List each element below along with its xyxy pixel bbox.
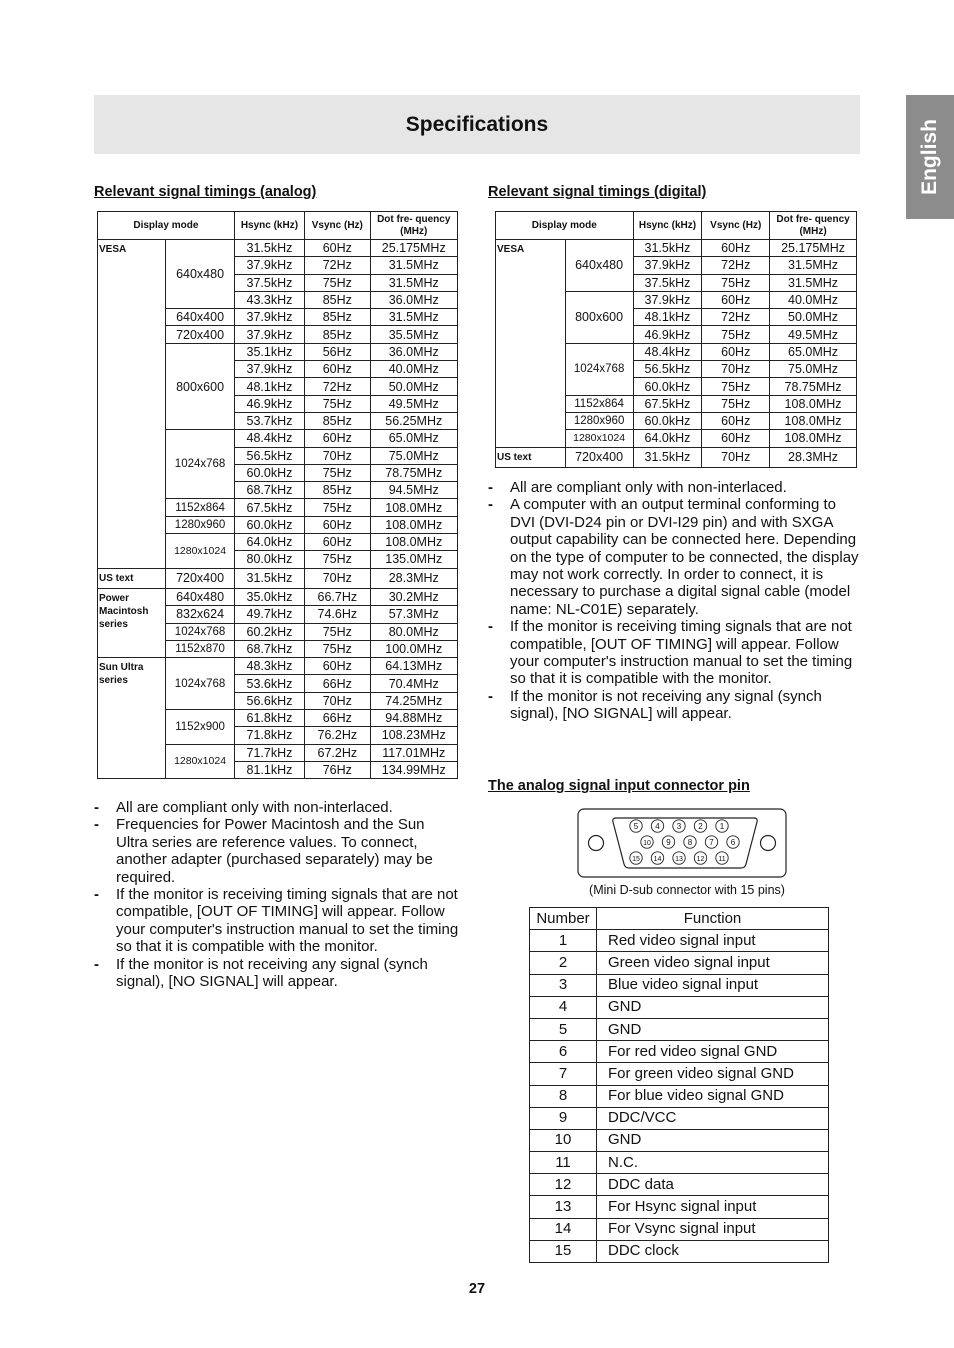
vsync-cell: 75Hz (305, 499, 370, 516)
hsync-cell: 56.5kHz (234, 447, 304, 464)
vsync-cell: 66Hz (305, 710, 370, 727)
pin-number-label: 7 (709, 837, 714, 847)
resolution-cell: 1024x768 (166, 430, 234, 499)
digital-notes-list (488, 479, 860, 723)
dot-frequency-cell: 75.0MHz (770, 361, 857, 378)
pin-row (530, 996, 829, 1018)
note-item: - If the monitor is receiving timing signals that are not compatible, [OUT OF TIMING] will appear. Follow your computer's instruction manual to set the timing so that it is compatible with the monitor. (94, 886, 460, 956)
hsync-cell: 71.8kHz (234, 727, 304, 744)
pin-function-cell: For blue video signal GND (597, 1085, 829, 1107)
vsync-cell: 75Hz (702, 326, 770, 343)
dot-frequency-cell: 49.5MHz (770, 326, 857, 343)
resolution-cell: 720x400 (166, 326, 234, 343)
vsync-cell: 70Hz (305, 447, 370, 464)
dot-frequency-cell: 31.5MHz (770, 274, 857, 291)
vsync-cell: 76.2Hz (305, 727, 370, 744)
pin-number-cell: 1 (530, 930, 597, 952)
hsync-cell: 37.9kHz (633, 257, 702, 274)
pin-row (530, 1041, 829, 1063)
table-header-row (496, 212, 857, 240)
table-row (496, 240, 857, 257)
hsync-cell: 35.1kHz (234, 343, 304, 360)
pin-number-cell: 2 (530, 952, 597, 974)
hsync-cell: 64.0kHz (633, 430, 702, 447)
pin-row (530, 1240, 829, 1262)
hsync-cell: 81.1kHz (234, 761, 304, 778)
dot-frequency-cell: 78.75MHz (370, 464, 458, 481)
hsync-cell: 49.7kHz (234, 606, 304, 623)
resolution-cell: 1024x768 (166, 623, 234, 640)
vsync-cell: 72Hz (702, 257, 770, 274)
vsync-cell: 74.6Hz (305, 606, 370, 623)
dot-frequency-cell: 40.0MHz (770, 291, 857, 308)
pin-number-cell: 4 (530, 996, 597, 1018)
dot-frequency-cell: 94.5MHz (370, 482, 458, 499)
vsync-cell: 60Hz (702, 430, 770, 447)
series-label: VESA (496, 240, 566, 448)
pin-number-cell: 11 (530, 1152, 597, 1174)
hsync-cell: 48.1kHz (234, 378, 304, 395)
hsync-cell: 56.6kHz (234, 692, 304, 709)
pin-row (530, 974, 829, 996)
header-vsync: Vsync (Hz) (305, 212, 370, 240)
hsync-cell: 37.9kHz (234, 257, 304, 274)
dot-frequency-cell: 28.3MHz (770, 447, 857, 467)
pin-number-label: 14 (653, 855, 662, 863)
dot-frequency-cell: 28.3MHz (370, 568, 458, 588)
dot-frequency-cell: 36.0MHz (370, 343, 458, 360)
vsync-cell: 60Hz (702, 343, 770, 360)
hsync-cell: 31.5kHz (234, 568, 304, 588)
dot-frequency-cell: 50.0MHz (370, 378, 458, 395)
dot-frequency-cell: 25.175MHz (770, 240, 857, 257)
hsync-cell: 56.5kHz (633, 361, 702, 378)
vsync-cell: 75Hz (702, 378, 770, 395)
language-tab (906, 95, 954, 219)
resolution-cell: 1280x1024 (166, 744, 234, 779)
header-dot-frequency: Dot fre- quency (MHz) (370, 212, 458, 240)
vsync-cell: 85Hz (305, 291, 370, 308)
hsync-cell: 37.9kHz (234, 326, 304, 343)
header-dot-frequency: Dot fre- quency (MHz) (770, 212, 857, 240)
hsync-cell: 60.2kHz (234, 623, 304, 640)
hsync-cell: 67.5kHz (234, 499, 304, 516)
pin-function-cell: GND (597, 996, 829, 1018)
vsync-cell: 75Hz (305, 640, 370, 657)
pin-number-cell: 14 (530, 1218, 597, 1240)
resolution-cell: 1024x768 (565, 343, 633, 395)
dot-frequency-cell: 108.0MHz (370, 516, 458, 533)
pin-function-cell: For red video signal GND (597, 1041, 829, 1063)
note-item: - Frequencies for Power Macintosh and the Sun Ultra series are reference values. To connect, another adapter (purchased separately) may be required. (94, 816, 460, 886)
connector-caption: (Mini D-sub connector with 15 pins) (589, 883, 785, 897)
vsync-cell: 60Hz (702, 240, 770, 257)
pin-number-cell: 10 (530, 1129, 597, 1151)
hsync-cell: 60.0kHz (633, 412, 702, 429)
series-label: Sun Ultra series (98, 658, 166, 779)
hsync-cell: 31.5kHz (633, 240, 702, 257)
hsync-cell: 64.0kHz (234, 534, 304, 551)
hsync-cell: 46.9kHz (633, 326, 702, 343)
vsync-cell: 75Hz (305, 623, 370, 640)
table-row (98, 658, 458, 675)
resolution-cell: 800x600 (565, 291, 633, 343)
note-item: - All are compliant only with non-interlaced. (488, 479, 860, 496)
digital-heading: Relevant signal timings (digital) (488, 184, 707, 200)
analog-heading: Relevant signal timings (analog) (94, 184, 317, 200)
dot-frequency-cell: 134.99MHz (370, 761, 458, 778)
pin-row (530, 1218, 829, 1240)
pin-row (530, 1063, 829, 1085)
pin-function-cell: N.C. (597, 1152, 829, 1174)
hsync-cell: 60.0kHz (234, 516, 304, 533)
dot-frequency-cell: 31.5MHz (770, 257, 857, 274)
dot-frequency-cell: 31.5MHz (370, 257, 458, 274)
pin-function-cell: For Vsync signal input (597, 1218, 829, 1240)
vsync-cell: 60Hz (305, 361, 370, 378)
series-label: Power Macintosh series (98, 588, 166, 657)
pin-row (530, 1174, 829, 1196)
pin-number-cell: 9 (530, 1107, 597, 1129)
dot-frequency-cell: 50.0MHz (770, 309, 857, 326)
dot-frequency-cell: 108.0MHz (770, 430, 857, 447)
dot-frequency-cell: 31.5MHz (370, 309, 458, 326)
dot-frequency-cell: 94.88MHz (370, 710, 458, 727)
hsync-cell: 31.5kHz (633, 447, 702, 467)
dsub-connector-diagram (574, 806, 790, 880)
page-title: Specifications (405, 112, 549, 136)
hsync-cell: 80.0kHz (234, 551, 304, 568)
dot-frequency-cell: 64.13MHz (370, 658, 458, 675)
note-item: - All are compliant only with non-interlaced. (94, 799, 460, 816)
vsync-cell: 85Hz (305, 326, 370, 343)
pin-number-cell: 13 (530, 1196, 597, 1218)
resolution-cell: 800x600 (166, 343, 234, 429)
resolution-cell: 1152x900 (166, 710, 234, 745)
note-item: - If the monitor is not receiving any signal (synch signal), [NO SIGNAL] will appear. (488, 688, 860, 723)
vsync-cell: 60Hz (702, 412, 770, 429)
resolution-cell: 640x400 (166, 309, 234, 326)
vsync-cell: 75Hz (305, 551, 370, 568)
hsync-cell: 46.9kHz (234, 395, 304, 412)
pin-row (530, 1107, 829, 1129)
pin-number-label: 12 (696, 855, 705, 863)
pin-function-cell: For green video signal GND (597, 1063, 829, 1085)
pin-number-cell: 6 (530, 1041, 597, 1063)
hsync-cell: 31.5kHz (234, 240, 304, 257)
pin-number-cell: 15 (530, 1240, 597, 1262)
hsync-cell: 60.0kHz (234, 464, 304, 481)
pin-number-label: 5 (633, 821, 639, 831)
header-hsync: Hsync (kHz) (234, 212, 304, 240)
dot-frequency-cell: 57.3MHz (370, 606, 458, 623)
series-label: US text (496, 447, 566, 467)
hsync-cell: 37.9kHz (633, 291, 702, 308)
pin-function-cell: Green video signal input (597, 952, 829, 974)
pin-number-label: 8 (687, 837, 693, 847)
analog-notes-list (94, 799, 460, 990)
note-item: - A computer with an output terminal conforming to DVI (DVI-D24 pin or DVI-I29 pin) and with SXGA output capability can be connected here. Depending on the type of computer to be connected, the display may not work correctly. In order to connect, it is necessary to purchase a digital signal cable (model name: NL-C01E) separately. (488, 496, 860, 618)
resolution-cell: 1280x960 (166, 516, 234, 533)
pin-function-cell: DDC data (597, 1174, 829, 1196)
resolution-cell: 1152x864 (166, 499, 234, 516)
pin-number-label: 11 (718, 855, 726, 863)
pin-function-cell: GND (597, 1018, 829, 1040)
resolution-cell: 1024x768 (166, 658, 234, 710)
dot-frequency-cell: 30.2MHz (370, 588, 458, 605)
hsync-cell: 71.7kHz (234, 744, 304, 761)
hsync-cell: 60.0kHz (633, 378, 702, 395)
dot-frequency-cell: 36.0MHz (370, 291, 458, 308)
resolution-cell: 1152x870 (166, 640, 234, 657)
dot-frequency-cell: 65.0MHz (770, 343, 857, 360)
vsync-cell: 85Hz (305, 412, 370, 429)
resolution-cell: 1152x864 (565, 395, 633, 412)
hsync-cell: 67.5kHz (633, 395, 702, 412)
pin-function-cell: Red video signal input (597, 930, 829, 952)
vsync-cell: 70Hz (702, 361, 770, 378)
pin-function-cell: DDC clock (597, 1240, 829, 1262)
vsync-cell: 72Hz (305, 378, 370, 395)
pin-function-cell: Blue video signal input (597, 974, 829, 996)
resolution-cell: 1280x1024 (166, 534, 234, 569)
dot-frequency-cell: 25.175MHz (370, 240, 458, 257)
vsync-cell: 60Hz (305, 534, 370, 551)
pin-number-label: 1 (719, 821, 725, 831)
digital-timing-table (495, 211, 857, 468)
resolution-cell: 720x400 (565, 447, 633, 467)
dot-frequency-cell: 108.0MHz (770, 395, 857, 412)
dot-frequency-cell: 56.25MHz (370, 412, 458, 429)
dot-frequency-cell: 31.5MHz (370, 274, 458, 291)
hsync-cell: 48.1kHz (633, 309, 702, 326)
pin-number-label: 4 (655, 821, 660, 831)
resolution-cell: 1280x960 (565, 412, 633, 429)
vsync-cell: 60Hz (305, 658, 370, 675)
hsync-cell: 68.7kHz (234, 640, 304, 657)
vsync-cell: 66Hz (305, 675, 370, 692)
resolution-cell: 720x400 (166, 568, 234, 588)
resolution-cell: 1280x1024 (565, 430, 633, 447)
header-display-mode: Display mode (98, 212, 235, 240)
hsync-cell: 48.3kHz (234, 658, 304, 675)
connector-heading: The analog signal input connector pin (488, 778, 750, 794)
vsync-cell: 75Hz (305, 395, 370, 412)
dot-frequency-cell: 108.0MHz (370, 499, 458, 516)
hsync-cell: 37.5kHz (234, 274, 304, 291)
pin-number-label: 13 (675, 855, 683, 863)
dot-frequency-cell: 108.23MHz (370, 727, 458, 744)
pin-row (530, 1018, 829, 1040)
header-display-mode: Display mode (496, 212, 634, 240)
table-row (98, 240, 458, 257)
resolution-cell: 640x480 (166, 588, 234, 605)
pin-row (530, 1085, 829, 1107)
header-hsync: Hsync (kHz) (633, 212, 702, 240)
dot-frequency-cell: 80.0MHz (370, 623, 458, 640)
dot-frequency-cell: 70.4MHz (370, 675, 458, 692)
table-row (98, 568, 458, 588)
dot-frequency-cell: 75.0MHz (370, 447, 458, 464)
pin-number-label: 6 (730, 837, 736, 847)
dot-frequency-cell: 49.5MHz (370, 395, 458, 412)
vsync-cell: 75Hz (702, 274, 770, 291)
pin-number-cell: 7 (530, 1063, 597, 1085)
dot-frequency-cell: 100.0MHz (370, 640, 458, 657)
hsync-cell: 53.7kHz (234, 412, 304, 429)
vsync-cell: 85Hz (305, 482, 370, 499)
right-screw-hole-icon (761, 836, 776, 851)
vsync-cell: 75Hz (702, 395, 770, 412)
vsync-cell: 75Hz (305, 274, 370, 291)
language-tab-label: English (918, 119, 941, 195)
hsync-cell: 48.4kHz (234, 430, 304, 447)
hsync-cell: 43.3kHz (234, 291, 304, 308)
hsync-cell: 35.0kHz (234, 588, 304, 605)
table-row (98, 588, 458, 605)
dot-frequency-cell: 65.0MHz (370, 430, 458, 447)
resolution-cell: 640x480 (565, 240, 633, 292)
dot-frequency-cell: 78.75MHz (770, 378, 857, 395)
vsync-cell: 70Hz (305, 692, 370, 709)
resolution-cell: 640x480 (166, 240, 234, 309)
dot-frequency-cell: 40.0MHz (370, 361, 458, 378)
pin-number-label: 15 (632, 855, 640, 863)
pin-row (530, 952, 829, 974)
analog-timing-table (97, 211, 458, 779)
hsync-cell: 53.6kHz (234, 675, 304, 692)
pin-number-label: 10 (643, 839, 651, 847)
hsync-cell: 37.9kHz (234, 309, 304, 326)
pin-number-cell: 12 (530, 1174, 597, 1196)
header-number: Number (530, 908, 597, 930)
left-screw-hole-icon (589, 836, 604, 851)
pin-function-table (529, 907, 829, 1263)
dot-frequency-cell: 135.0MHz (370, 551, 458, 568)
pin-number-cell: 8 (530, 1085, 597, 1107)
dot-frequency-cell: 74.25MHz (370, 692, 458, 709)
note-item: - If the monitor is receiving timing signals that are not compatible, [OUT OF TIMING] will appear. Follow your computer's instruction manual to set the timing so that it is compatible with the monitor. (488, 618, 860, 688)
dot-frequency-cell: 108.0MHz (770, 412, 857, 429)
vsync-cell: 60Hz (305, 516, 370, 533)
pin-function-cell: GND (597, 1129, 829, 1151)
pin-number-cell: 5 (530, 1018, 597, 1040)
table-header-row (98, 212, 458, 240)
vsync-cell: 85Hz (305, 309, 370, 326)
vsync-cell: 70Hz (702, 447, 770, 467)
pin-number-label: 3 (676, 821, 682, 831)
pin-number-label: 2 (698, 821, 703, 831)
vsync-cell: 70Hz (305, 568, 370, 588)
pin-header-row (530, 908, 829, 930)
page-number: 27 (468, 1281, 486, 1297)
table-row (496, 447, 857, 467)
hsync-cell: 37.9kHz (234, 361, 304, 378)
series-label: US text (98, 568, 166, 588)
vsync-cell: 75Hz (305, 464, 370, 481)
note-item: - If the monitor is not receiving any signal (synch signal), [NO SIGNAL] will appear. (94, 956, 460, 991)
pin-function-cell: DDC/VCC (597, 1107, 829, 1129)
vsync-cell: 67.2Hz (305, 744, 370, 761)
series-label: VESA (98, 240, 166, 569)
vsync-cell: 76Hz (305, 761, 370, 778)
hsync-cell: 61.8kHz (234, 710, 304, 727)
vsync-cell: 72Hz (305, 257, 370, 274)
pin-function-cell: For Hsync signal input (597, 1196, 829, 1218)
vsync-cell: 56Hz (305, 343, 370, 360)
hsync-cell: 48.4kHz (633, 343, 702, 360)
resolution-cell: 832x624 (166, 606, 234, 623)
dot-frequency-cell: 117.01MHz (370, 744, 458, 761)
pin-number-cell: 3 (530, 974, 597, 996)
pin-number-label: 9 (666, 837, 671, 847)
vsync-cell: 66.7Hz (305, 588, 370, 605)
title-bar (94, 95, 860, 154)
vsync-cell: 72Hz (702, 309, 770, 326)
vsync-cell: 60Hz (702, 291, 770, 308)
header-function: Function (597, 908, 829, 930)
dot-frequency-cell: 35.5MHz (370, 326, 458, 343)
header-vsync: Vsync (Hz) (702, 212, 770, 240)
pin-row (530, 1152, 829, 1174)
hsync-cell: 68.7kHz (234, 482, 304, 499)
pin-row (530, 1196, 829, 1218)
vsync-cell: 60Hz (305, 240, 370, 257)
vsync-cell: 60Hz (305, 430, 370, 447)
hsync-cell: 37.5kHz (633, 274, 702, 291)
pin-row (530, 1129, 829, 1151)
pin-row (530, 930, 829, 952)
dot-frequency-cell: 108.0MHz (370, 534, 458, 551)
